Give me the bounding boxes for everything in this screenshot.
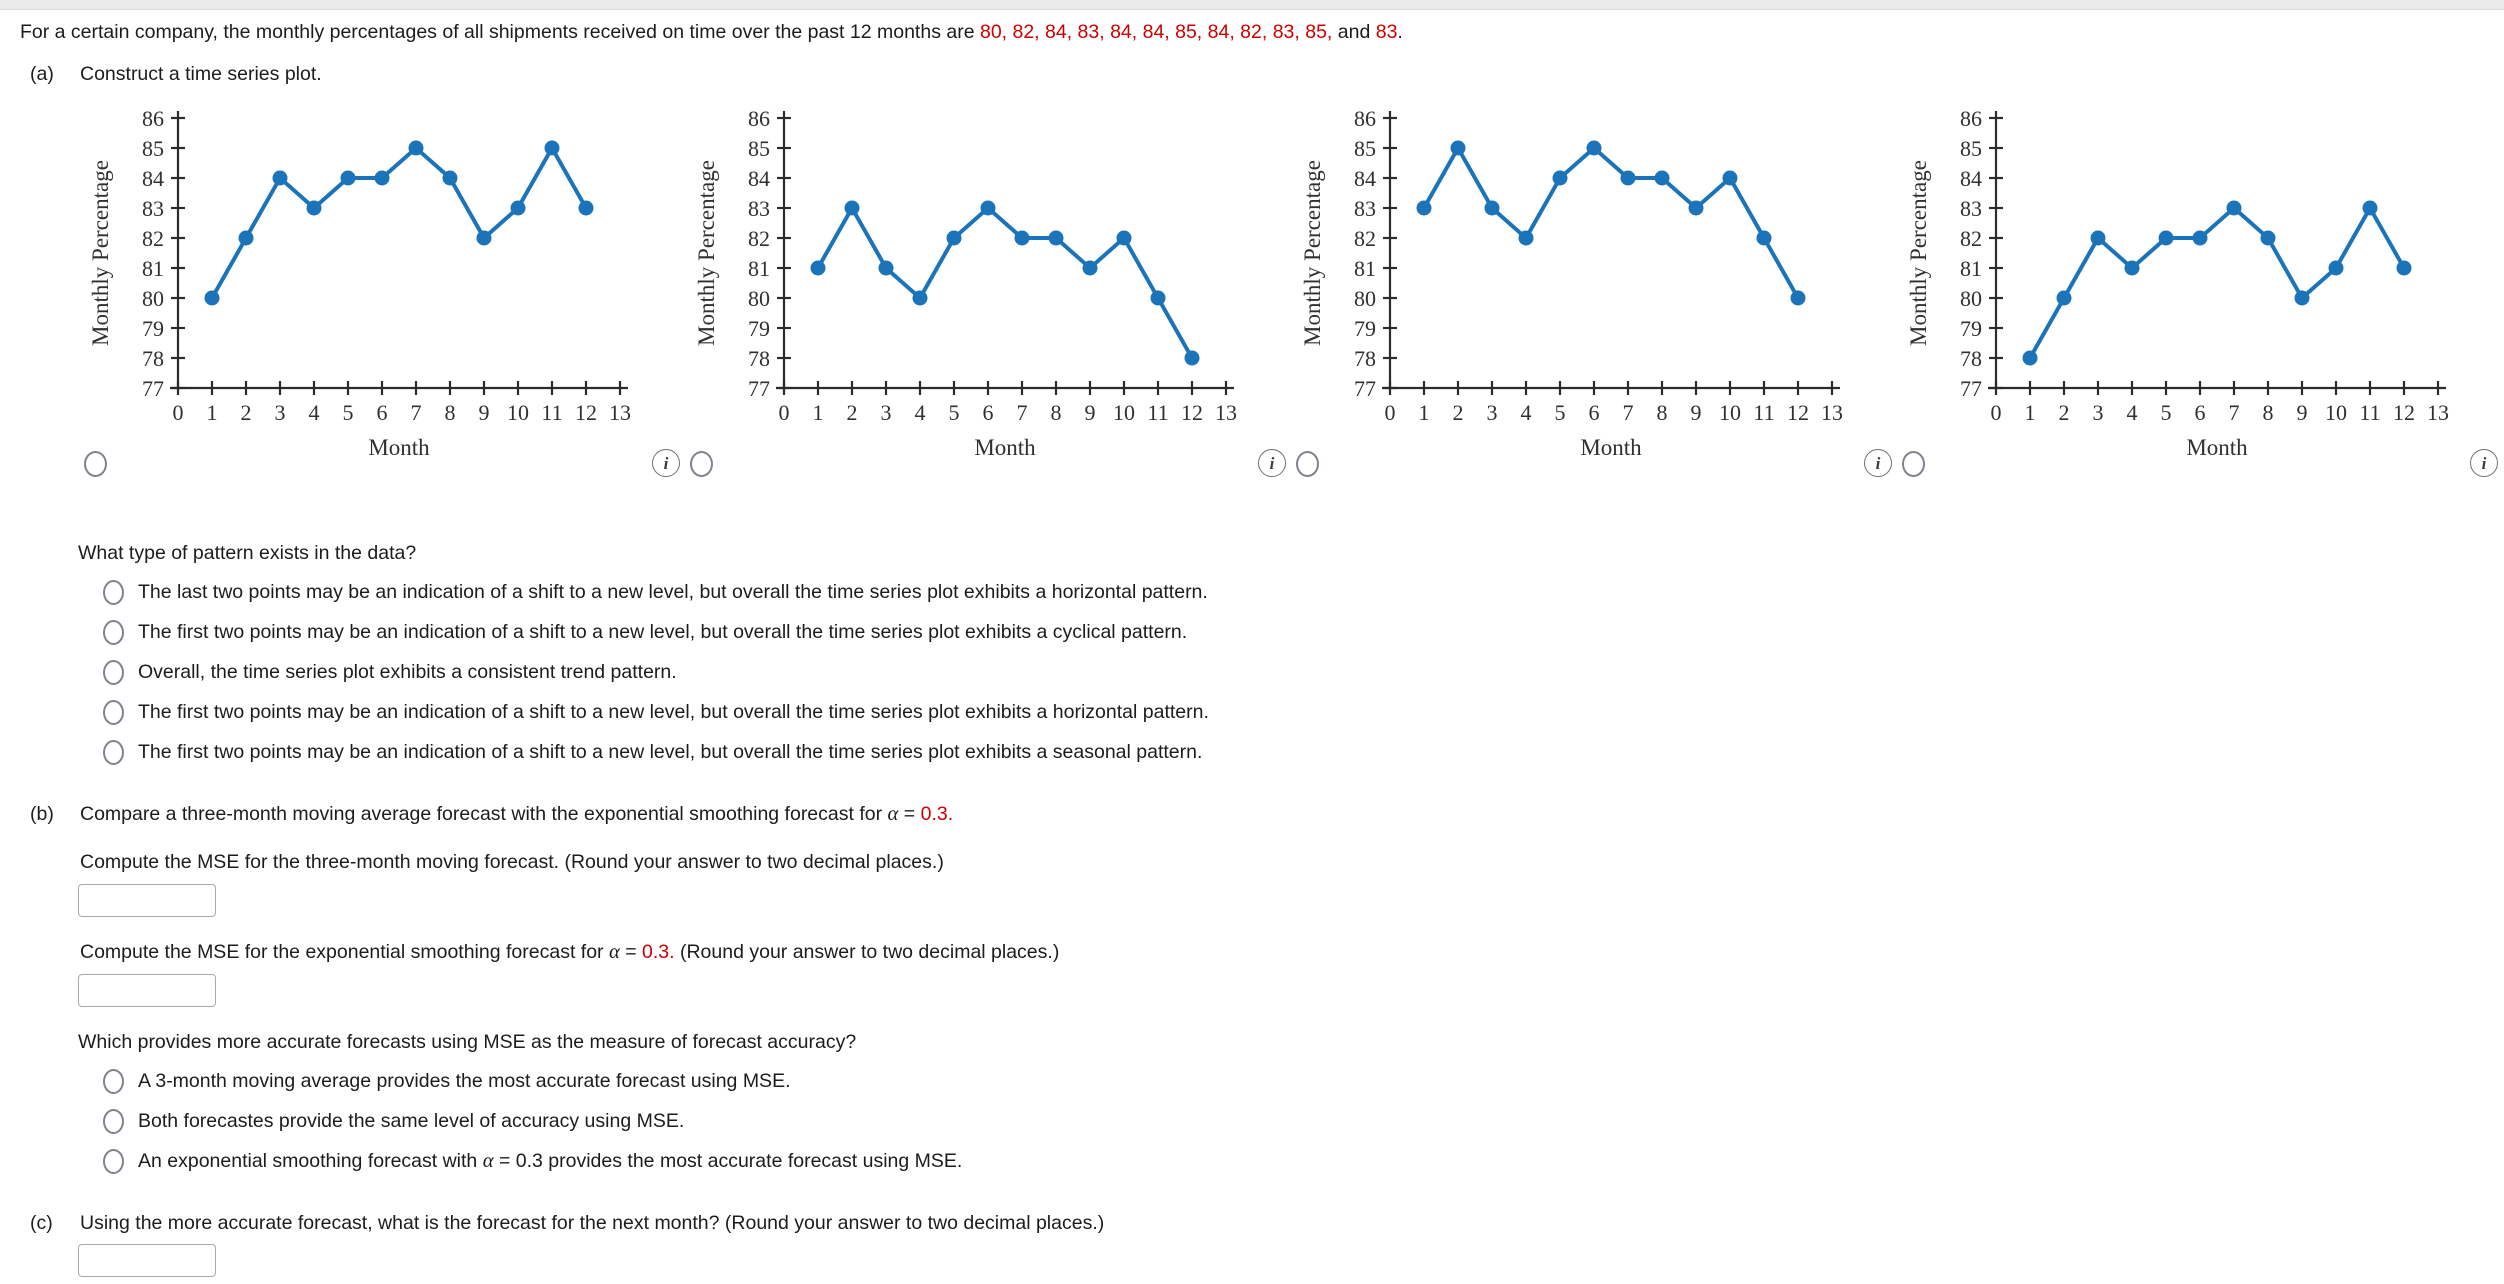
part-c-row xyxy=(30,1212,2504,1235)
svg-text:78: 78 xyxy=(142,346,164,371)
pattern-option-3-label: Overall, the time series plot exhibits a consistent trend pattern. xyxy=(138,661,677,683)
pattern-option-2-radio[interactable] xyxy=(103,620,124,645)
svg-text:81: 81 xyxy=(1960,256,1982,281)
part-a-prompt: Construct a time series plot. xyxy=(80,63,322,85)
mse-moving-input[interactable] xyxy=(78,884,216,917)
svg-text:Monthly Percentage: Monthly Percentage xyxy=(88,160,113,346)
svg-text:9: 9 xyxy=(2296,400,2308,425)
chart-option-2 xyxy=(662,93,1275,493)
chart-answer-options xyxy=(0,93,2504,493)
svg-text:Monthly Percentage: Monthly Percentage xyxy=(1906,160,1931,346)
accuracy-question: Which provides more accurate forecasts using MSE as the measure of forecast accuracy? xyxy=(78,1031,857,1053)
pattern-option-5-label: The first two points may be an indication of a shift to a new level, but overall the time series plot exhibits a seasonal pattern. xyxy=(138,741,1203,763)
svg-text:81: 81 xyxy=(142,256,164,281)
svg-text:80: 80 xyxy=(748,286,770,311)
chart-option-3 xyxy=(1268,93,1881,493)
svg-text:12: 12 xyxy=(1181,400,1203,425)
problem-statement: For a certain company, the monthly percentages of all shipments received on time over the past 12 months are 80, 82, 84, 83, 84, 84, 85, 84, 82, 83, 85, and 83. xyxy=(20,21,1403,43)
svg-text:3: 3 xyxy=(2092,400,2104,425)
svg-text:7: 7 xyxy=(1622,400,1634,425)
svg-text:84: 84 xyxy=(1960,166,1982,191)
accuracy-option-1-radio[interactable] xyxy=(103,1069,124,1094)
svg-text:85: 85 xyxy=(748,136,770,161)
svg-text:7: 7 xyxy=(410,400,422,425)
svg-text:4: 4 xyxy=(914,400,926,425)
accuracy-option-2-label: Both forecastes provide the same level of accuracy using MSE. xyxy=(138,1110,685,1132)
svg-text:5: 5 xyxy=(948,400,960,425)
svg-text:77: 77 xyxy=(748,376,770,401)
svg-text:2: 2 xyxy=(2058,400,2070,425)
svg-text:84: 84 xyxy=(142,166,164,191)
pattern-option-2-label: The first two points may be an indication of a shift to a new level, but overall the time series plot exhibits a cyclical pattern. xyxy=(138,621,1188,643)
svg-text:79: 79 xyxy=(142,316,164,341)
svg-text:80: 80 xyxy=(1354,286,1376,311)
svg-text:11: 11 xyxy=(541,400,563,425)
pattern-option-4-label: The first two points may be an indication of a shift to a new level, but overall the time series plot exhibits a horizontal pattern. xyxy=(138,701,1209,723)
svg-text:77: 77 xyxy=(142,376,164,401)
svg-text:11: 11 xyxy=(1753,400,1775,425)
svg-text:4: 4 xyxy=(2126,400,2138,425)
svg-text:13: 13 xyxy=(609,400,631,425)
pattern-option-4 xyxy=(103,700,2504,725)
svg-text:8: 8 xyxy=(444,400,456,425)
accuracy-option-3-radio[interactable] xyxy=(103,1149,124,1174)
part-b-intro: Compare a three-month moving average forecast with the exponential smoothing forecast for α = 0.3. xyxy=(80,803,954,825)
svg-text:12: 12 xyxy=(1787,400,1809,425)
svg-text:0: 0 xyxy=(172,400,184,425)
svg-text:77: 77 xyxy=(1960,376,1982,401)
svg-text:2: 2 xyxy=(240,400,252,425)
svg-text:7: 7 xyxy=(2228,400,2240,425)
svg-text:Monthly Percentage: Monthly Percentage xyxy=(694,160,719,346)
svg-text:3: 3 xyxy=(1486,400,1498,425)
svg-text:6: 6 xyxy=(376,400,388,425)
svg-text:82: 82 xyxy=(1960,226,1982,251)
svg-text:13: 13 xyxy=(1821,400,1843,425)
pattern-option-3 xyxy=(103,660,2504,685)
pattern-option-4-radio[interactable] xyxy=(103,700,124,725)
accuracy-option-2-radio[interactable] xyxy=(103,1109,124,1134)
part-b-row xyxy=(30,803,2504,826)
svg-text:86: 86 xyxy=(748,106,770,131)
svg-text:86: 86 xyxy=(142,106,164,131)
pattern-question: What type of pattern exists in the data? xyxy=(78,542,417,564)
svg-text:85: 85 xyxy=(1354,136,1376,161)
svg-text:6: 6 xyxy=(1588,400,1600,425)
svg-text:78: 78 xyxy=(1354,346,1376,371)
info-icon[interactable]: i xyxy=(1864,449,1892,477)
svg-text:10: 10 xyxy=(1113,400,1135,425)
svg-text:8: 8 xyxy=(1050,400,1062,425)
part-a-label: (a) xyxy=(30,63,54,85)
svg-text:85: 85 xyxy=(142,136,164,161)
svg-text:83: 83 xyxy=(1354,196,1376,221)
svg-text:Month: Month xyxy=(2186,435,2248,460)
part-b-label: (b) xyxy=(30,803,54,825)
pattern-option-2 xyxy=(103,620,2504,645)
svg-text:Month: Month xyxy=(974,435,1036,460)
part-c-label: (c) xyxy=(30,1212,53,1234)
svg-text:12: 12 xyxy=(575,400,597,425)
chart-option-1 xyxy=(56,93,669,493)
svg-text:Month: Month xyxy=(1580,435,1642,460)
svg-text:3: 3 xyxy=(274,400,286,425)
svg-text:2: 2 xyxy=(846,400,858,425)
top-divider xyxy=(0,0,2504,10)
accuracy-option-3-label: An exponential smoothing forecast with α = 0.3 provides the most accurate forecast using MSE. xyxy=(138,1150,963,1172)
svg-text:79: 79 xyxy=(748,316,770,341)
info-icon[interactable]: i xyxy=(2470,449,2498,477)
time-series-plot-4 xyxy=(1904,93,2464,483)
svg-text:Monthly Percentage: Monthly Percentage xyxy=(1300,160,1325,346)
time-series-plot-2 xyxy=(692,93,1252,483)
pattern-option-1-radio[interactable] xyxy=(103,580,124,605)
svg-text:82: 82 xyxy=(748,226,770,251)
svg-text:78: 78 xyxy=(748,346,770,371)
accuracy-option-1-label: A 3-month moving average provides the most accurate forecast using MSE. xyxy=(138,1070,791,1092)
svg-text:78: 78 xyxy=(1960,346,1982,371)
time-series-plot-3 xyxy=(1298,93,1858,483)
svg-text:7: 7 xyxy=(1016,400,1028,425)
svg-text:86: 86 xyxy=(1960,106,1982,131)
accuracy-option-3 xyxy=(103,1149,2504,1174)
svg-text:12: 12 xyxy=(2393,400,2415,425)
svg-text:83: 83 xyxy=(1960,196,1982,221)
svg-text:79: 79 xyxy=(1354,316,1376,341)
part-a-row xyxy=(30,63,2504,86)
pattern-option-5-radio[interactable] xyxy=(103,740,124,765)
accuracy-option-2 xyxy=(103,1109,2504,1134)
svg-text:Month: Month xyxy=(368,435,430,460)
svg-text:83: 83 xyxy=(748,196,770,221)
part-c-prompt: Using the more accurate forecast, what is the forecast for the next month? (Round your answer to two decimal places.) xyxy=(80,1212,1105,1234)
svg-text:83: 83 xyxy=(142,196,164,221)
svg-text:9: 9 xyxy=(478,400,490,425)
svg-text:81: 81 xyxy=(1354,256,1376,281)
svg-text:11: 11 xyxy=(1147,400,1169,425)
svg-text:10: 10 xyxy=(1719,400,1741,425)
svg-text:4: 4 xyxy=(1520,400,1532,425)
svg-text:11: 11 xyxy=(2359,400,2381,425)
svg-text:85: 85 xyxy=(1960,136,1982,161)
svg-text:1: 1 xyxy=(2024,400,2036,425)
svg-text:6: 6 xyxy=(982,400,994,425)
svg-text:9: 9 xyxy=(1690,400,1702,425)
svg-text:86: 86 xyxy=(1354,106,1376,131)
svg-text:0: 0 xyxy=(1384,400,1396,425)
svg-text:6: 6 xyxy=(2194,400,2206,425)
svg-text:8: 8 xyxy=(2262,400,2274,425)
svg-text:13: 13 xyxy=(1215,400,1237,425)
svg-text:2: 2 xyxy=(1452,400,1464,425)
svg-text:9: 9 xyxy=(1084,400,1096,425)
svg-text:4: 4 xyxy=(308,400,320,425)
accuracy-option-1 xyxy=(103,1069,2504,1094)
chart-option-4 xyxy=(1874,93,2487,493)
svg-text:84: 84 xyxy=(1354,166,1376,191)
svg-text:5: 5 xyxy=(342,400,354,425)
svg-text:84: 84 xyxy=(748,166,770,191)
svg-text:3: 3 xyxy=(880,400,892,425)
mse-moving-prompt: Compute the MSE for the three-month moving forecast. (Round your answer to two decimal places.) xyxy=(80,851,944,873)
pattern-option-1-label: The last two points may be an indication of a shift to a new level, but overall the time series plot exhibits a horizontal pattern. xyxy=(138,581,1208,603)
svg-text:13: 13 xyxy=(2427,400,2449,425)
time-series-plot-1 xyxy=(86,93,646,483)
svg-text:1: 1 xyxy=(812,400,824,425)
pattern-option-1 xyxy=(103,580,2504,605)
forecast-input[interactable] xyxy=(78,1244,216,1277)
svg-text:79: 79 xyxy=(1960,316,1982,341)
mse-exp-prompt: Compute the MSE for the exponential smoothing forecast for α = 0.3. (Round your answer to two decimal places.) xyxy=(80,941,1060,963)
svg-text:5: 5 xyxy=(1554,400,1566,425)
pattern-option-5 xyxy=(103,740,2504,765)
svg-text:8: 8 xyxy=(1656,400,1668,425)
mse-exp-input[interactable] xyxy=(78,974,216,1007)
svg-text:82: 82 xyxy=(142,226,164,251)
svg-text:0: 0 xyxy=(1990,400,2002,425)
svg-text:80: 80 xyxy=(142,286,164,311)
svg-text:77: 77 xyxy=(1354,376,1376,401)
svg-text:1: 1 xyxy=(1418,400,1430,425)
svg-text:1: 1 xyxy=(206,400,218,425)
svg-text:81: 81 xyxy=(748,256,770,281)
svg-text:82: 82 xyxy=(1354,226,1376,251)
svg-text:10: 10 xyxy=(507,400,529,425)
info-icon[interactable]: i xyxy=(1258,449,1286,477)
svg-text:80: 80 xyxy=(1960,286,1982,311)
pattern-option-3-radio[interactable] xyxy=(103,660,124,685)
svg-text:5: 5 xyxy=(2160,400,2172,425)
info-icon[interactable]: i xyxy=(652,449,680,477)
svg-text:10: 10 xyxy=(2325,400,2347,425)
svg-text:0: 0 xyxy=(778,400,790,425)
